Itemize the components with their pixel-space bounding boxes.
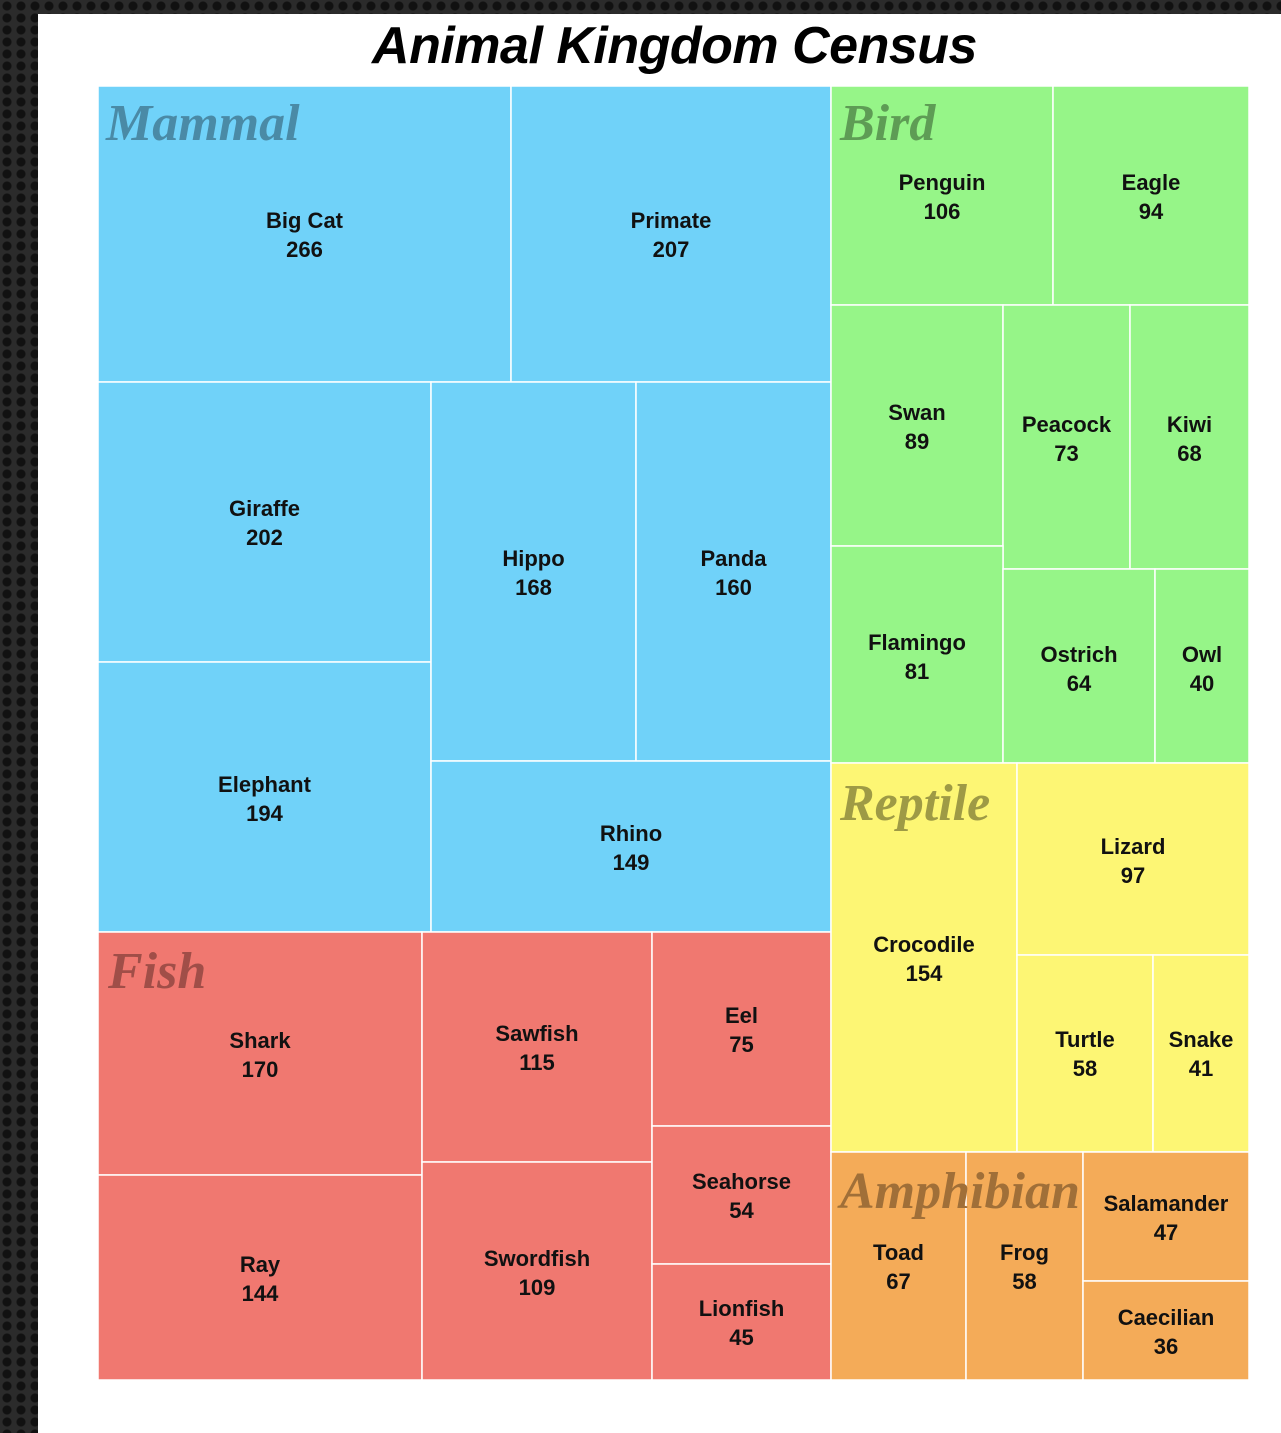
tile-label-swordfish: Swordfish xyxy=(483,1246,591,1271)
tile-value-salamander: 47 xyxy=(1153,1220,1179,1245)
tile-rect-elephant[interactable] xyxy=(98,662,431,932)
tile-lizard[interactable] xyxy=(1017,763,1249,955)
tile-value-eagle: 94 xyxy=(1138,199,1164,224)
tile-rect-rhino[interactable] xyxy=(431,761,831,932)
tile-value-eel: 75 xyxy=(729,1032,754,1057)
tile-seahorse[interactable] xyxy=(652,1126,831,1264)
tile-kiwi[interactable] xyxy=(1130,305,1249,569)
group-mammal xyxy=(98,86,831,932)
tile-rect-swan[interactable] xyxy=(831,305,1003,546)
group-bird xyxy=(831,86,1249,763)
tile-owl[interactable] xyxy=(1155,569,1249,763)
tile-rect-kiwi[interactable] xyxy=(1130,305,1249,569)
group-amphibian xyxy=(831,1152,1249,1380)
group-label-amphibian: Amphibian xyxy=(840,1163,1080,1220)
tile-peacock[interactable] xyxy=(1003,305,1130,569)
tile-value-lizard: 97 xyxy=(1120,863,1146,888)
tile-value-swan: 89 xyxy=(904,429,930,454)
tile-rect-lionfish[interactable] xyxy=(652,1264,831,1380)
tile-label-peacock: Peacock xyxy=(1021,412,1112,437)
group-reptile xyxy=(831,763,1249,1152)
tile-hippo[interactable] xyxy=(431,382,636,761)
tile-rect-snake[interactable] xyxy=(1153,955,1249,1152)
tile-value-frog: 58 xyxy=(1012,1269,1037,1294)
tile-label-seahorse: Seahorse xyxy=(691,1169,792,1194)
tile-panda[interactable] xyxy=(636,382,831,761)
tile-label-hippo: Hippo xyxy=(502,546,565,571)
tile-snake[interactable] xyxy=(1153,955,1249,1152)
tile-rect-turtle[interactable] xyxy=(1017,955,1153,1152)
tile-rect-eel[interactable] xyxy=(652,932,831,1126)
tile-rect-primate[interactable] xyxy=(511,86,831,382)
tile-rect-swordfish[interactable] xyxy=(422,1162,652,1380)
tile-rect-ray[interactable] xyxy=(98,1175,422,1380)
tile-value-crocodile: 154 xyxy=(905,961,943,986)
tile-rect-panda[interactable] xyxy=(636,382,831,761)
tile-value-peacock: 73 xyxy=(1054,441,1079,466)
tile-elephant[interactable] xyxy=(98,662,431,932)
tile-label-caecilian: Caecilian xyxy=(1117,1305,1215,1330)
tile-value-snake: 41 xyxy=(1188,1056,1214,1081)
tile-label-giraffe: Giraffe xyxy=(229,496,300,521)
tile-value-turtle: 58 xyxy=(1072,1056,1098,1081)
tile-label-shark: Shark xyxy=(229,1028,291,1053)
tile-rhino[interactable] xyxy=(431,761,831,932)
tile-flamingo[interactable] xyxy=(831,546,1003,763)
tile-value-penguin: 106 xyxy=(923,199,961,224)
tile-value-big-cat: 266 xyxy=(286,237,323,262)
tile-primate[interactable] xyxy=(511,86,831,382)
tile-value-sawfish: 115 xyxy=(519,1050,555,1075)
tile-caecilian[interactable] xyxy=(1083,1281,1249,1380)
group-label-fish: Fish xyxy=(108,943,207,1000)
tile-label-frog: Frog xyxy=(1000,1240,1049,1265)
tile-value-toad: 67 xyxy=(886,1269,911,1294)
tile-lionfish[interactable] xyxy=(652,1264,831,1380)
tile-label-big-cat: Big Cat xyxy=(266,208,343,233)
tile-label-elephant: Elephant xyxy=(218,772,311,797)
tile-label-rhino: Rhino xyxy=(599,821,663,846)
group-label-reptile: Reptile xyxy=(840,775,991,832)
tile-value-elephant: 194 xyxy=(246,801,283,826)
tile-salamander[interactable] xyxy=(1083,1152,1249,1281)
tile-value-giraffe: 202 xyxy=(246,525,283,550)
tile-label-snake: Snake xyxy=(1168,1027,1234,1052)
chart-title: Animal Kingdom Census xyxy=(372,17,977,75)
tile-label-crocodile: Crocodile xyxy=(873,932,975,957)
tile-turtle[interactable] xyxy=(1017,955,1153,1152)
tile-ostrich[interactable] xyxy=(1003,569,1155,763)
tile-swan[interactable] xyxy=(831,305,1003,546)
tile-rect-seahorse[interactable] xyxy=(652,1126,831,1264)
tile-swordfish[interactable] xyxy=(422,1162,652,1380)
tile-value-lionfish: 45 xyxy=(729,1325,754,1350)
tile-label-ray: Ray xyxy=(239,1252,281,1277)
tile-rect-salamander[interactable] xyxy=(1083,1152,1249,1281)
tile-value-ray: 144 xyxy=(241,1281,279,1306)
tile-label-toad: Toad xyxy=(873,1240,924,1265)
tile-label-sawfish: Sawfish xyxy=(495,1021,579,1046)
tile-label-owl: Owl xyxy=(1181,642,1223,667)
tile-rect-giraffe[interactable] xyxy=(98,382,431,662)
group-label-bird: Bird xyxy=(840,95,936,152)
tile-value-caecilian: 36 xyxy=(1153,1334,1179,1359)
tile-rect-sawfish[interactable] xyxy=(422,932,652,1162)
tile-label-salamander: Salamander xyxy=(1103,1191,1229,1216)
tile-value-primate: 207 xyxy=(652,237,690,262)
tile-rect-peacock[interactable] xyxy=(1003,305,1130,569)
tile-value-kiwi: 68 xyxy=(1177,441,1202,466)
tile-rect-eagle[interactable] xyxy=(1053,86,1249,305)
tile-label-panda: Panda xyxy=(700,546,767,571)
tile-label-ostrich: Ostrich xyxy=(1040,642,1118,667)
tile-label-flamingo: Flamingo xyxy=(868,630,966,655)
group-label-mammal: Mammal xyxy=(106,95,300,152)
tile-label-lizard: Lizard xyxy=(1100,834,1166,859)
tile-value-owl: 40 xyxy=(1189,671,1215,696)
tile-value-flamingo: 81 xyxy=(904,659,930,684)
tile-label-kiwi: Kiwi xyxy=(1166,412,1213,437)
tile-giraffe[interactable] xyxy=(98,382,431,662)
tile-value-swordfish: 109 xyxy=(518,1275,556,1300)
tile-label-eel: Eel xyxy=(724,1003,759,1028)
tile-label-penguin: Penguin xyxy=(898,170,986,195)
tile-value-hippo: 168 xyxy=(515,575,552,600)
tile-value-rhino: 149 xyxy=(612,850,650,875)
tile-rect-lizard[interactable] xyxy=(1017,763,1249,955)
tile-eel[interactable] xyxy=(652,932,831,1126)
tile-value-seahorse: 54 xyxy=(729,1198,754,1223)
tile-value-panda: 160 xyxy=(715,575,752,600)
tile-label-swan: Swan xyxy=(888,400,946,425)
tile-value-ostrich: 64 xyxy=(1066,671,1092,696)
tile-ray[interactable] xyxy=(98,1175,422,1380)
tile-rect-hippo[interactable] xyxy=(431,382,636,761)
tile-label-eagle: Eagle xyxy=(1121,170,1181,195)
tile-rect-caecilian[interactable] xyxy=(1083,1281,1249,1380)
tile-label-turtle: Turtle xyxy=(1055,1027,1115,1052)
tile-label-primate: Primate xyxy=(630,208,712,233)
tile-value-shark: 170 xyxy=(241,1057,279,1082)
tile-sawfish[interactable] xyxy=(422,932,652,1162)
group-fish xyxy=(98,932,831,1380)
tile-eagle[interactable] xyxy=(1053,86,1249,305)
tile-label-lionfish: Lionfish xyxy=(698,1296,785,1321)
